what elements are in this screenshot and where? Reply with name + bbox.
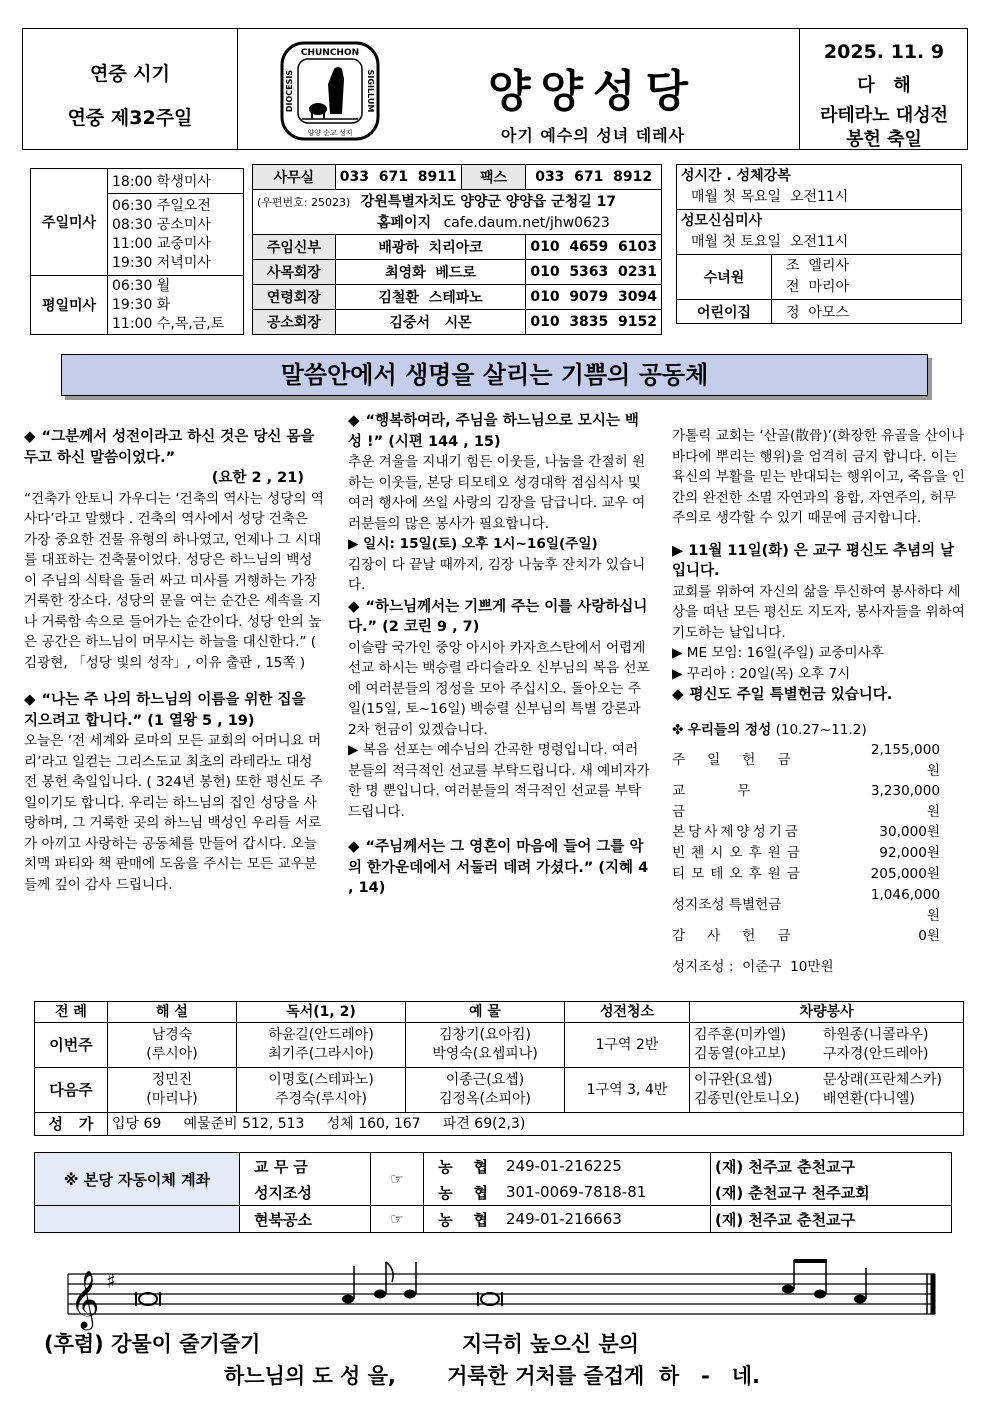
col-header: 독서(1, 2) <box>237 1002 406 1023</box>
offering-label: 감사헌금 <box>672 928 813 945</box>
staff-phone: 010 9079 3094 <box>526 285 662 310</box>
week-label: 다음주 <box>35 1068 108 1113</box>
fax-label: 팩스 <box>461 165 526 190</box>
column-1 <box>24 426 324 895</box>
svg-text:𝄞: 𝄞 <box>70 1270 100 1328</box>
table-row <box>35 1206 952 1233</box>
pointer-hand-icon: ☞ <box>371 1153 424 1206</box>
diamond-bullet-icon: ◆ <box>348 596 360 615</box>
offering-amount: 30,000원 <box>879 824 940 841</box>
bulletin-date: 2025. 11. 9 <box>823 41 945 63</box>
offering-row <box>672 926 940 947</box>
offering-amount: 1,046,000원 <box>870 887 940 924</box>
seal-text-top: CHUNCHON <box>300 48 360 58</box>
offering-title: 우리들의 정성 <box>687 721 772 738</box>
scripture-ref: (2 코린 9 , 7) <box>382 619 480 635</box>
account-holder: (재) 천주교 춘천교구 <box>711 1206 952 1233</box>
offering-label: 주일헌금 <box>672 752 813 769</box>
section-title: ▶ 11월 11일(화) 은 교구 평신도 추념의 날입니다. <box>672 542 955 579</box>
music-staff-icon <box>40 1256 945 1336</box>
diamond-bullet-icon: ◆ <box>348 837 360 855</box>
col-header: 해 설 <box>108 1002 237 1023</box>
liturgical-season: 연중 시기 <box>89 63 171 85</box>
homepage-label: 홈페이지 <box>377 214 432 231</box>
feast-line1: 라테라노 대성전 <box>820 105 948 126</box>
section-title: “주님께서는 그 영혼이 마음에 들어 그를 악의 한가운데에서 서둘러 데려 가셨다.” <box>348 839 644 876</box>
lyric-line: 지극히 높으신 분의 <box>462 1332 639 1356</box>
account-number: 249-01-216225 <box>502 1153 711 1180</box>
table-row <box>35 1153 952 1180</box>
notice-item: ▶ ME 모임: 16일(주일) 교중미사후 <box>672 645 884 661</box>
ministry-name: 구자경(안드레아) <box>822 1046 929 1062</box>
office-contact-table <box>252 164 662 335</box>
table-row <box>35 1068 964 1113</box>
mass-time: 19:30 저녁미사 <box>112 254 211 271</box>
offering-row <box>672 822 940 843</box>
pointer-hand-icon: ☞ <box>371 1206 424 1233</box>
account-type: 교 무 금 <box>240 1153 371 1180</box>
staff-name: 김중서 시몬 <box>335 310 526 335</box>
diamond-bullet-icon: ◆ <box>24 427 36 445</box>
week-label: 이번주 <box>35 1023 108 1068</box>
offering-amount: 0원 <box>918 928 940 945</box>
feast-line2: 봉헌 축일 <box>846 129 922 150</box>
ministry-name: 박영숙(요셉피나) <box>432 1046 538 1062</box>
sister-name: 조 엘리사 <box>786 258 849 274</box>
offering-label: 본당사제양성기금 <box>672 824 802 841</box>
staff-name: 배광하 치리아코 <box>335 235 526 260</box>
sunday-mass-label: 주일미사 <box>31 169 108 276</box>
column-3 <box>672 426 966 978</box>
ministry-name: 이종근(요셉) <box>445 1072 525 1088</box>
staff-role: 연령회장 <box>253 285 336 310</box>
ministry-name: 김종민(안토니오) <box>694 1091 800 1107</box>
mass-time: 08:30 공소미사 <box>112 216 211 233</box>
section-body: 오늘은 ‘전 세계와 로마의 모든 교회의 어머니요 머리’라고 일컫는 그리스도교 최초의 라테라노 대성전 봉헌 축일입니다. ( 324년 봉헌) 또한 평신도 주일이기도 합니다. 우리는 하느님의 집인 성당을 사랑하며, 그 거룩한 곳의 하느님 백성인 우리들 서로가 아끼고 사랑하는 공동체를 만들어 갑시다. 오늘 치맥 파티와 책 판매에 도움을 주시는 모든 교우분들께 깊이 감사 드립니다. <box>24 733 323 893</box>
ministry-schedule-table <box>34 1001 964 1136</box>
postal-code: (우편번호: 25023) <box>257 195 351 209</box>
svg-text:♯: ♯ <box>106 1269 116 1293</box>
hymn-label: 성 가 <box>35 1113 108 1136</box>
account-holder: (재) 춘천교구 천주교회 <box>711 1179 952 1206</box>
clover-bullet-icon: ✤ <box>672 721 688 738</box>
staff-phone: 010 5363 0231 <box>526 260 662 285</box>
address: 강원특별자치도 양양군 양양읍 군청길 17 <box>360 193 617 210</box>
ministry-name: 주경숙(루시아) <box>274 1091 368 1107</box>
section-body: 추운 겨울을 지내기 힘든 이웃들, 나눔을 간절히 원하는 이웃들, 본당 티모테오 성경대학 점심식사 및 여러 행사에 쓰일 사랑의 김장을 담급니다. 교우 여러분들의 많은 봉사가 필요합니다. <box>348 454 646 532</box>
staff-phone: 010 4659 6103 <box>526 235 662 260</box>
offering-row <box>672 864 940 885</box>
special-offering-notice: 평신도 주일 특별헌금 있습니다. <box>689 687 893 703</box>
staff-role: 사목회장 <box>253 260 336 285</box>
staff-role: 공소회장 <box>253 310 336 335</box>
ministry-name: 최기주(그라시아) <box>268 1046 374 1062</box>
section-title: “하느님께서는 기쁘게 주는 이를 사랑하십니다.” <box>348 598 648 635</box>
section-body: 교회를 위하여 자신의 삶을 투신하여 봉사하다 세상을 떠난 모든 평신도 지도자, 봉사자들을 위하여 기도하는 날입니다. <box>672 583 965 641</box>
ministry-name: 배연환(다니엘) <box>822 1091 915 1107</box>
table-row <box>35 1113 964 1136</box>
scripture-ref: (1 열왕 5 , 19) <box>147 712 255 729</box>
bulletin-header <box>22 28 968 150</box>
account-section-label: ※ 본당 자동이체 계좌 <box>35 1153 240 1206</box>
adoration-time: 매월 첫 목요일 오전11시 <box>691 189 849 205</box>
ministry-name: 하윤길(안드레아) <box>268 1027 374 1043</box>
scripture-ref: (시편 144 , 15) <box>388 433 501 450</box>
psalm-refrain-music <box>40 1256 945 1396</box>
mass-time: 11:00 수,목,금,토 <box>112 315 225 332</box>
mass-time: 06:30 주일오전 <box>112 197 211 214</box>
offering-row <box>672 781 940 822</box>
offering-label: 티모테오후원금 <box>672 866 806 883</box>
section-body: “건축가 안토니 가우디는 ‘건축의 역사는 성당의 역사다’라고 말했다 . 건축의 역사에서 성당 건축은 가장 중요한 건물 유형의 하나였고, 언제나 그 시대를 대표하는 건축물이었다. 성당은 하느님의 백성이 주님의 식탁을 둘러 싸고 미사를 거행하는 가장 거룩한 장소다. 성당의 문을 여는 순간은 세속을 지나 거룩함 속으로 들어가는 순간이다. 성당 안의 높은 공간은 하느님이 머무시는 하늘을 대신한다.” ( 김광현, 「성당 빛의 성작」, 이유 출판 , 15쪽 ) <box>24 490 324 671</box>
col-header: 차량봉사 <box>690 1002 964 1023</box>
ministry-name: 김정옥(소피아) <box>438 1091 532 1107</box>
diamond-bullet-icon: ◆ <box>672 685 684 703</box>
devotion-info-table <box>676 164 962 324</box>
account-type: 현북공소 <box>240 1206 371 1233</box>
bank-account-table <box>34 1152 952 1233</box>
offering-table <box>672 740 940 947</box>
col-header: 예 물 <box>406 1002 565 1023</box>
staff-name: 김철환 스테파노 <box>335 285 526 310</box>
weekday-mass-label: 평일미사 <box>31 276 108 335</box>
ministry-name: 문상래(프란체스카) <box>822 1072 942 1088</box>
adoration-title: 성시간 . 성체강복 <box>681 168 791 184</box>
offering-label: 빈첸시오후원금 <box>672 845 806 862</box>
offering-label: 성지조성 특별헌금 <box>672 897 782 914</box>
section-title: “행복하여라, 주님을 하느님으로 모시는 백성 !” <box>348 413 639 450</box>
lyric-line: 하느님의 도 성 을, 거룩한 거처를 즐겁게 하 - 네. <box>224 1364 761 1388</box>
ministry-name: 남경숙 <box>151 1027 193 1043</box>
office-phone: 033 671 8911 <box>335 165 461 190</box>
church-patron: 아기 예수의 성녀 데레사 <box>500 126 686 145</box>
sisters-label: 수녀원 <box>677 255 772 300</box>
offering-amount: 2,155,000원 <box>870 742 940 779</box>
section-title: “그분께서 성전이라고 하신 것은 당신 몸을 두고 하신 말씀이었다.” <box>24 429 315 466</box>
diocese-seal-icon <box>278 39 382 143</box>
ministry-name: 정민진 <box>151 1072 193 1088</box>
offering-row <box>672 885 940 926</box>
fax-phone: 033 671 8912 <box>526 165 662 190</box>
col-header: 전 례 <box>35 1002 108 1023</box>
offering-row <box>672 740 940 781</box>
mass-time: 11:00 교중미사 <box>112 235 211 252</box>
bank-name: 농 협 <box>424 1206 503 1233</box>
column-2 <box>348 410 650 899</box>
event-date: ▶ 일시: 15일(토) 오후 1시~16일(주일) <box>348 536 598 552</box>
ministry-name: (루시아) <box>146 1046 198 1062</box>
offering-row <box>672 843 940 864</box>
office-label: 사무실 <box>253 165 336 190</box>
ministry-name: (마리나) <box>146 1091 198 1107</box>
kindergarten-name: 정 아모스 <box>772 300 962 324</box>
seal-text-right: SIGILLUM <box>366 69 375 113</box>
ministry-name: 이명호(스테파노) <box>268 1072 374 1088</box>
marian-time: 매월 첫 토요일 오전11시 <box>691 234 849 250</box>
diamond-bullet-icon: ◆ <box>348 411 360 429</box>
ministry-name: 김주훈(미카엘) <box>694 1027 787 1043</box>
table-row <box>35 1023 964 1068</box>
bank-name: 농 협 <box>424 1179 503 1206</box>
mass-time: 18:00 학생미사 <box>108 169 244 194</box>
section-body: 이슬람 국가인 중앙 아시아 카자흐스탄에서 어렵게 선교 하시는 백승렬 라디슬라오 신부님의 복음 선포에 여러분들의 정성을 모아 주십시오. 돌아오는 주일(15일, 토~16일) 백승렬 신부님의 특별 강론과 2차 헌금이 있겠습니다. <box>348 639 650 738</box>
cleaning-group: 1구역 3, 4반 <box>565 1068 690 1113</box>
section-body: 김장이 다 끝날 때까지, 김장 나눔후 잔치가 있습니다. <box>348 556 646 593</box>
account-type: 성지조성 <box>240 1179 371 1206</box>
mass-time: 19:30 화 <box>112 296 171 313</box>
section-title: “나는 주 나의 하느님의 이름을 위한 집을 지으려고 합니다.” <box>24 692 306 729</box>
offering-amount: 205,000원 <box>870 866 940 883</box>
kindergarten-label: 어린이집 <box>677 300 772 324</box>
hymn-numbers: 입당 69 예물준비 512, 513 성체 160, 167 파견 69(2,3) <box>108 1113 964 1136</box>
scripture-ref: (지혜 4 , 14) <box>348 859 649 896</box>
offering-period: (10.27~11.2) <box>775 721 867 738</box>
sister-name: 전 마리아 <box>786 279 849 295</box>
offering-amount: 3,230,000원 <box>870 783 940 820</box>
col-header: 성전청소 <box>565 1002 690 1023</box>
liturgical-week: 연중 제32주일 <box>67 107 193 129</box>
cleaning-group: 1구역 2반 <box>565 1023 690 1068</box>
account-holder: (재) 천주교 춘천교구 <box>711 1153 952 1180</box>
ministry-name: 김동열(야고보) <box>694 1046 787 1062</box>
year-cycle: 다 해 <box>857 75 911 96</box>
seal-text-bottom: 양양 순교 성지 <box>307 129 353 137</box>
section-note: ▶ 복음 선포는 예수님의 간곡한 명령입니다. 여러분들의 적극적인 선교를 부탁드립니다. 새 예비자가 한 명 뿐입니다. 여러분들의 적극적인 선교를 부탁 드립니다. <box>348 742 650 820</box>
shrine-donor: 성지조성 : 이준구 10만원 <box>672 959 834 975</box>
offering-label: 교무금 <box>672 783 803 820</box>
mass-time: 06:30 월 <box>112 277 171 294</box>
scripture-ref: (요한 2 , 21) <box>211 470 304 486</box>
diamond-bullet-icon: ◆ <box>24 690 36 708</box>
ministry-name: 김창기(요아킴) <box>438 1027 532 1043</box>
marian-title: 성모신심미사 <box>681 213 763 229</box>
seal-text-left: DIOCESIS <box>285 69 294 113</box>
offering-amount: 92,000원 <box>879 845 940 862</box>
bank-name: 농 협 <box>424 1153 503 1180</box>
parish-motto-banner: 말씀안에서 생명을 살리는 기쁨의 공동체 <box>61 354 928 396</box>
homepage-link[interactable]: cafe.daum.net/jhw0623 <box>443 214 610 231</box>
ministry-name: 이규완(요셉) <box>694 1072 773 1088</box>
ministry-name: 하원종(니콜라우) <box>822 1027 929 1043</box>
account-number: 249-01-216663 <box>502 1206 711 1233</box>
staff-role: 주임신부 <box>253 235 336 260</box>
section-body: 가톨릭 교회는 ‘산골(散骨)’(화장한 유골을 산이나 바다에 뿌리는 행위)을 엄격히 금지 합니다. 이는 육신의 부활을 믿는 반대되는 행위이고, 죽음을 인간의 완전한 소멸 자연과의 융합, 자연주의, 허무주의로 생각할 수 있기 때문에 금지합니다. <box>672 428 965 526</box>
staff-name: 최영화 베드로 <box>335 260 526 285</box>
mass-times-table <box>30 168 244 335</box>
lyric-line: (후렴) 강물이 줄기줄기 <box>44 1332 261 1356</box>
church-name: 양양성당 <box>487 66 698 117</box>
account-number: 301-0069-7818-81 <box>502 1179 711 1206</box>
staff-phone: 010 3835 9152 <box>526 310 662 335</box>
notice-item: ▶ 꾸리아 : 20일(목) 오후 7시 <box>672 665 851 682</box>
